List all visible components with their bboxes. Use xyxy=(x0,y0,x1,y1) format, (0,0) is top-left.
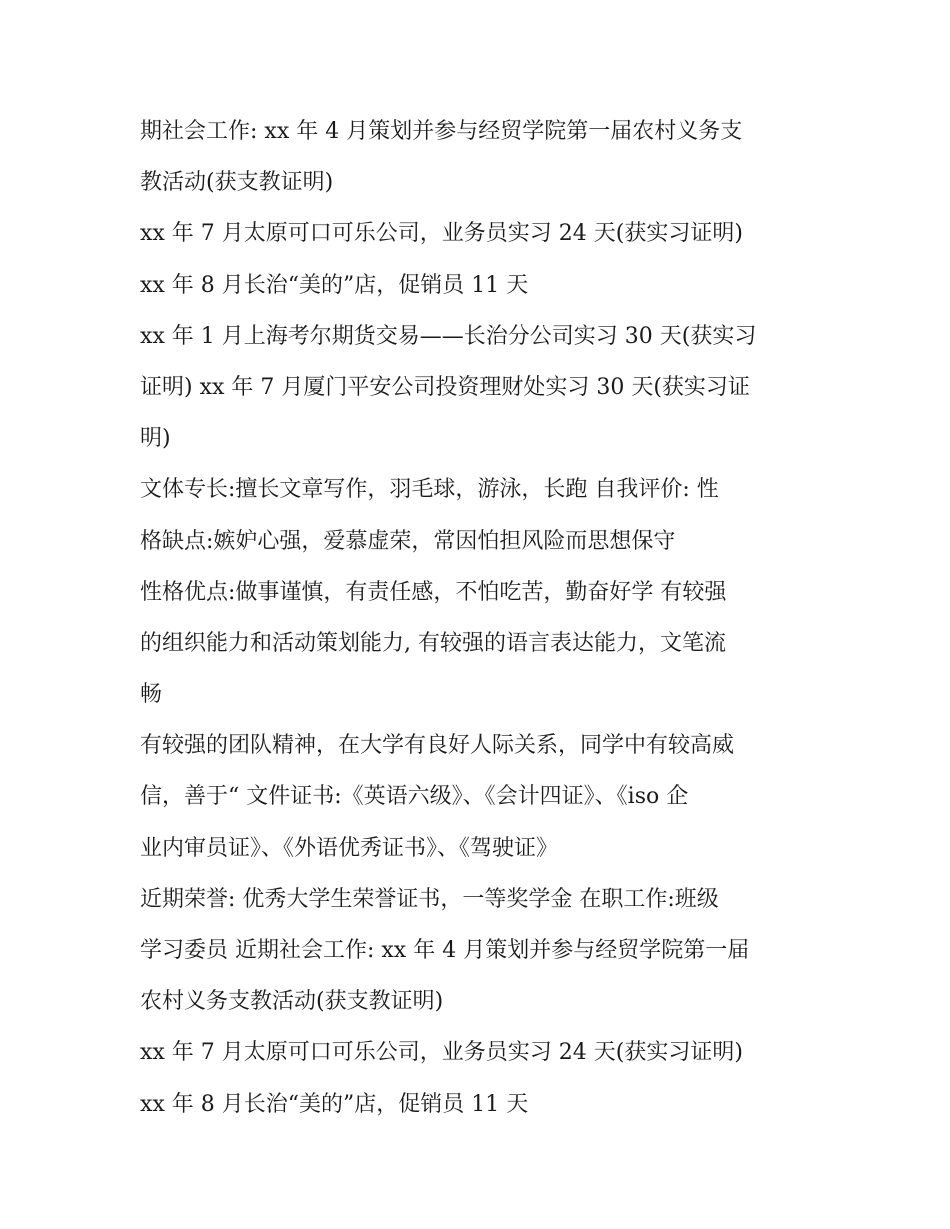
text-line: 文体专长:擅长文章写作，羽毛球，游泳，长跑 自我评价: 性 xyxy=(140,477,719,503)
text-line: 畅 xyxy=(140,682,163,708)
text-line: 明) xyxy=(140,426,171,452)
text-line: 学习委员 近期社会工作: xx 年 4 月策划并参与经贸学院第一届 xyxy=(140,938,750,963)
text-line: 近期荣誉: 优秀大学生荣誉证书，一等奖学金 在职工作:班级 xyxy=(140,886,719,912)
text-line: 期社会工作: xx 年 4 月策划并参与经贸学院第一届农村义务支 xyxy=(140,119,743,144)
text-line: 证明) xx 年 7 月厦门平安公司投资理财处实习 30 天(获实习证 xyxy=(140,374,750,400)
text-line: 有较强的团队精神，在大学有良好人际关系，同学中有较高威 xyxy=(140,733,735,759)
text-line: 格缺点:嫉妒心强，爱慕虚荣，常因怕担风险而思想保守 xyxy=(140,528,676,554)
text-line: xx 年 7 月太原可口可乐公司，业务员实习 24 天(获实习证明) xyxy=(140,1040,743,1066)
text-line: xx 年 8 月长治“美的”店，促销员 11 天 xyxy=(140,272,529,298)
text-line: 信，善于“ 文件证书:《英语六级》、《会计四证》、《iso 企 xyxy=(140,784,689,810)
text-line: xx 年 7 月太原可口可乐公司，业务员实习 24 天(获实习证明) xyxy=(140,221,743,247)
text-line: 农村义务支教活动(获支教证明) xyxy=(140,989,444,1015)
text-line: xx 年 1 月上海考尔期货交易——长治分公司实习 30 天(获实习 xyxy=(140,323,757,349)
document-body xyxy=(140,106,820,1130)
text-line: 的组织能力和活动策划能力, 有较强的语言表达能力，文笔流 xyxy=(140,630,726,656)
text-line: xx 年 8 月长治“美的”店，促销员 11 天 xyxy=(140,1091,529,1117)
text-line: 业内审员证》、《外语优秀证书》、《驾驶证》 xyxy=(140,835,559,861)
text-line: 教活动(获支教证明) xyxy=(140,170,334,196)
text-line: 性格优点:做事谨慎，有责任感，不怕吃苦，勤奋好学 有较强 xyxy=(140,579,727,605)
